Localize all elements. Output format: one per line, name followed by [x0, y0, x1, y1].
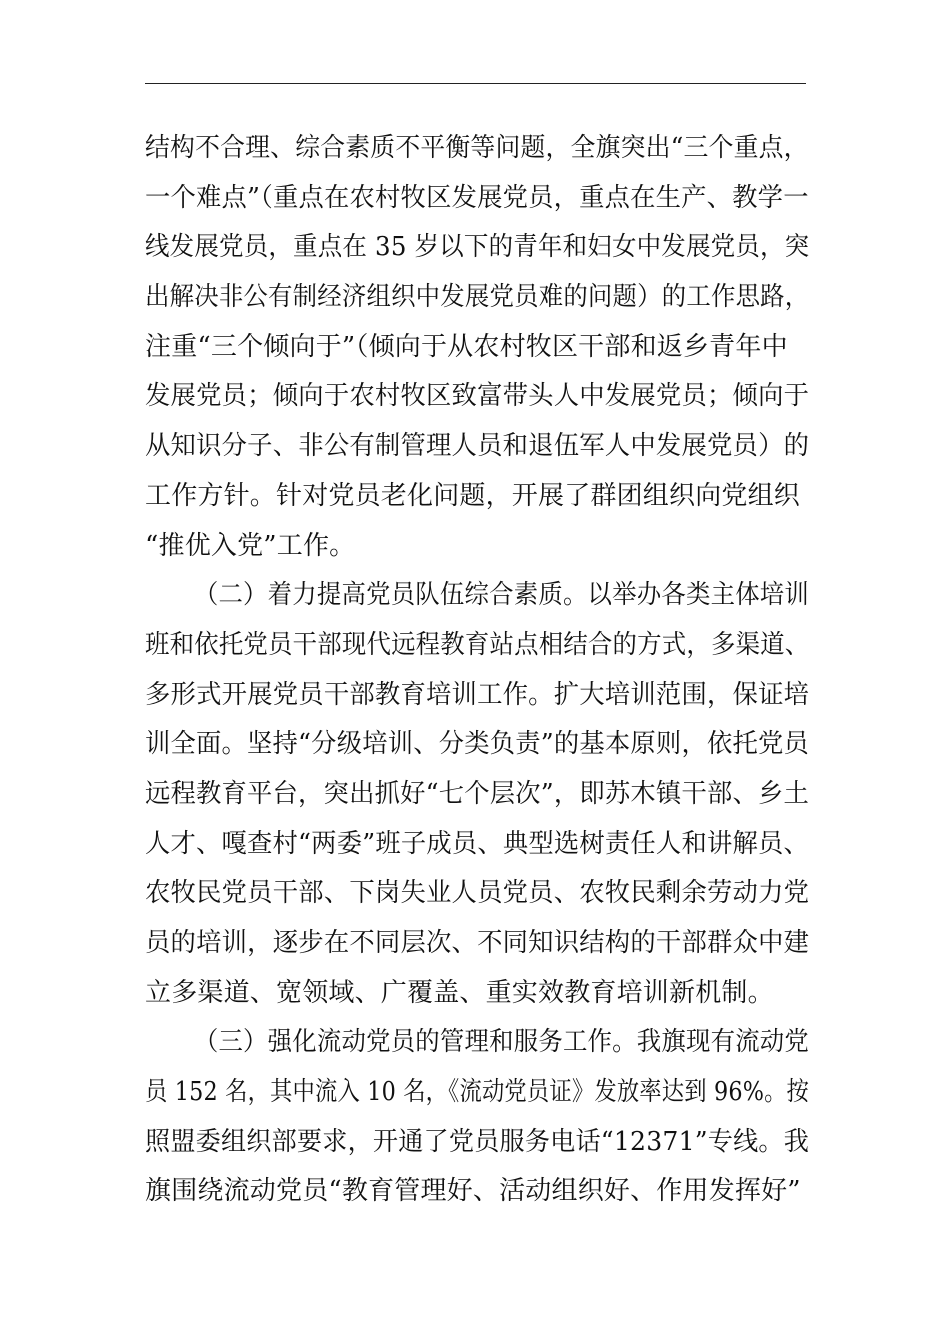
text-line: （三）强化流动党员的管理和服务工作。我旗现有流动党 [193, 1027, 810, 1058]
text-line: 旗围绕流动党员“教育管理好、活动组织好、作用发挥好” [145, 1176, 801, 1207]
text-line: 一个难点”（重点在农村牧区发展党员，重点在生产、教学一 [145, 182, 809, 213]
text-line: 照盟委组织部要求，开通了党员服务电话“12371”专线。我 [145, 1126, 810, 1157]
text-line: 训全面。坚持“分级培训、分类负责”的基本原则，依托党员 [145, 729, 809, 760]
text-line: 多形式开展党员干部教育培训工作。扩大培训范围，保证培 [145, 679, 810, 710]
text-line: （二）着力提高党员队伍综合素质。以举办各类主体培训 [193, 580, 810, 611]
text-line: 从知识分子、非公有制管理人员和退伍军人中发展党员）的 [145, 431, 810, 462]
text-line: 线发展党员，重点在 35 岁以下的青年和妇女中发展党员，突 [145, 232, 810, 263]
text-line: 工作方针。针对党员老化问题，开展了群团组织向党组织 [145, 480, 801, 511]
body-text [145, 124, 809, 1217]
text-line: 发展党员；倾向于农村牧区致富带头人中发展党员；倾向于 [145, 381, 810, 412]
text-line: 员的培训，逐步在不同层次、不同知识结构的干部群众中建 [145, 928, 810, 958]
text-line: 远程教育平台，突出抓好“七个层次”，即苏木镇干部、乡土 [145, 778, 809, 809]
text-line: 班和依托党员干部现代远程教育站点相结合的方式，多渠道、 [145, 629, 810, 660]
text-line: 人才、嘎查村“两委”班子成员、典型选树责任人和讲解员、 [145, 828, 809, 859]
text-line: 出解决非公有制经济组织中发展党员难的问题）的工作思路， [145, 282, 810, 313]
text-line: 农牧民党员干部、下岗失业人员党员、农牧民剩余劳动力党 [145, 878, 810, 909]
text-line: 立多渠道、宽领域、广覆盖、重实效教育培训新机制。 [145, 977, 774, 1008]
text-line: 结构不合理、综合素质不平衡等问题，全旗突出“三个重点， [145, 133, 809, 163]
text-line: 注重“三个倾向于”（倾向于从农村牧区干部和返乡青年中 [145, 331, 788, 362]
text-line: “推优入党”工作。 [145, 530, 356, 561]
header-rule [145, 83, 806, 84]
text-line: 员 152 名，其中流入 10 名，《流动党员证》发放率达到 96%。按 [145, 1077, 810, 1108]
